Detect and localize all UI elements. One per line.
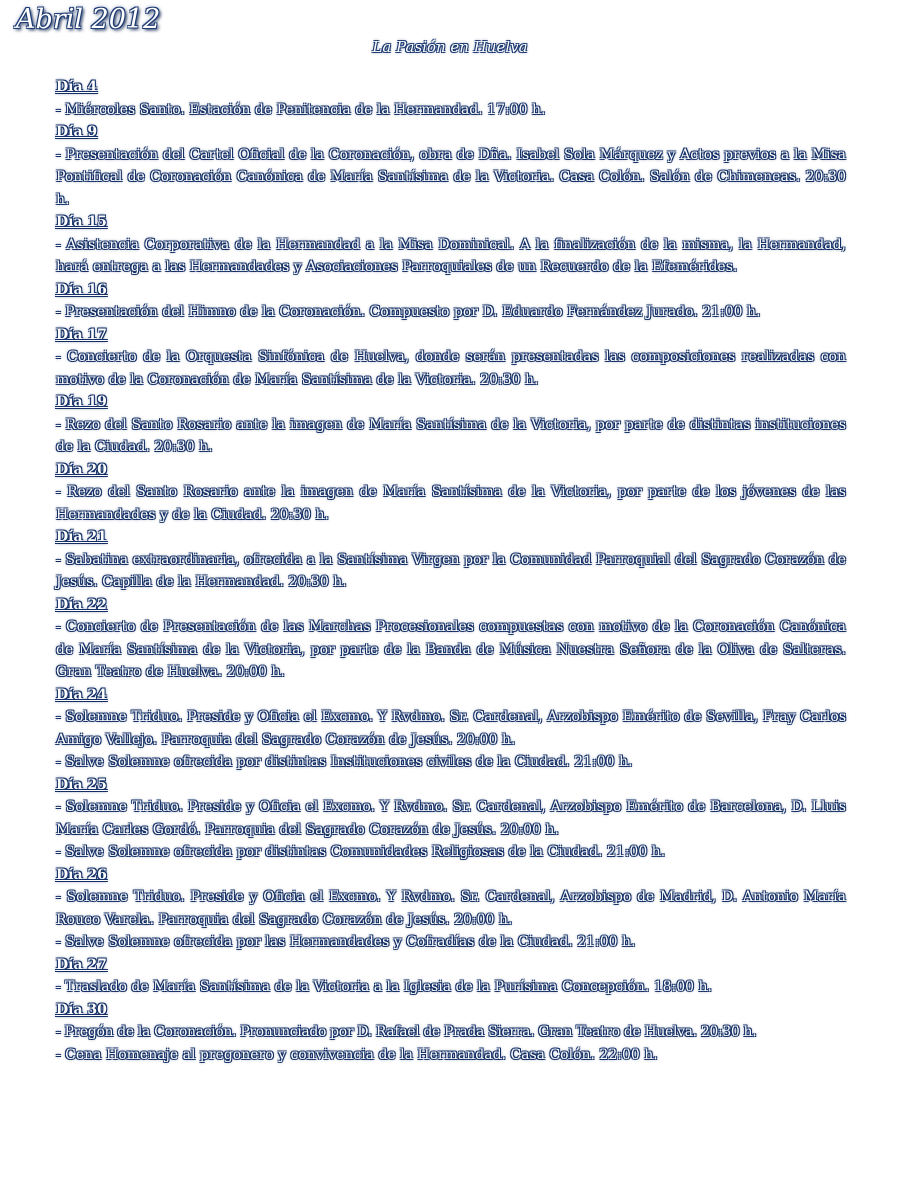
page-title: Abril 2012 <box>16 4 161 35</box>
agenda-entry <box>56 864 846 954</box>
day-heading: Día 27 <box>56 956 107 973</box>
day-heading: Día 24 <box>56 686 107 703</box>
day-heading: Día 25 <box>56 776 107 793</box>
event-line: - Salve Solemne ofrecida por distintas Comunidades Religiosas de la Ciudad. 21:00 h. <box>56 844 666 860</box>
agenda-entry <box>56 391 846 459</box>
day-heading: Día 17 <box>56 326 107 343</box>
event-line: - Asistencia Corporativa de la Hermandad a la Misa Dominical. A la finalización de la misma, la Hermandad, hará entrega a las Hermandades y Asociaciones Parroquiales de un Recuerdo de la Efemérides. <box>56 236 846 275</box>
event-line: - Solemne Triduo. Preside y Oficia el Excmo. Y Rvdmo. Sr. Cardenal, Arzobispo Emérito de Barcelona, D. Lluis María Carles Gordó. Parroquia del Sagrado Corazón de Jesús. 20:00 h. <box>56 799 846 838</box>
event-line: - Presentación del Cartel Oficial de la Coronación, obra de Dña. Isabel Sola Márquez y Actos previos a la Misa Pontifical de Coronación Canónica de María Santísima de la Victoria. Casa Colón. Salón de Chimeneas. 20:30 h. <box>56 146 846 208</box>
event-line: - Salve Solemne ofrecida por distintas Instituciones civiles de la Ciudad. 21:00 h. <box>56 754 633 770</box>
event-line: - Presentación del Himno de la Coronación. Compuesto por D. Eduardo Fernández Jurado. 21:00 h. <box>56 304 761 320</box>
agenda-entry <box>56 954 846 999</box>
agenda-entry <box>56 594 846 684</box>
event-line: - Rezo del Santo Rosario ante la imagen de María Santísima de la Victoria, por parte de los jóvenes de las Hermandades y de la Ciudad. 20:30 h. <box>56 484 846 523</box>
agenda-entry <box>56 279 846 324</box>
day-heading: Día 15 <box>56 214 107 230</box>
event-line: - Salve Solemne ofrecida por las Hermandades y Cofradías de la Ciudad. 21:00 h. <box>56 934 636 950</box>
event-line: - Sabatina extraordinaria, ofrecida a la Santísima Virgen por la Comunidad Parroquial del Sagrado Corazón de Jesús. Capilla de la Hermandad. 20:30 h. <box>56 551 846 590</box>
day-heading: Día 20 <box>56 461 107 478</box>
day-heading: Día 26 <box>56 866 107 883</box>
agenda-entry <box>56 526 846 594</box>
agenda-entry <box>56 211 846 279</box>
event-line: - Solemne Triduo. Preside y Oficia el Excmo. Y Rvdmo. Sr. Cardenal, Arzobispo de Madrid, D. Antonio María Rouco Varela. Parroquia del Sagrado Corazón de Jesús. 20:00 h. <box>56 889 846 928</box>
agenda-list <box>56 76 846 1066</box>
agenda-entry <box>56 121 846 211</box>
agenda-entry <box>56 324 846 392</box>
agenda-entry <box>56 999 846 1067</box>
day-heading: Día 19 <box>56 394 107 410</box>
event-line: - Cena Homenaje al pregonero y convivencia de la Hermandad. Casa Colón. 22:00 h. <box>56 1046 658 1063</box>
event-line: - Solemne Triduo. Preside y Oficia el Excmo. Y Rvdmo. Sr. Cardenal, Arzobispo Emérito de Sevilla, Fray Carlos Amigo Vallejo. Parroquia del Sagrado Corazón de Jesús. 20:00 h. <box>56 709 846 748</box>
day-heading: Día 9 <box>56 124 98 140</box>
event-line: - Traslado de María Santísima de la Victoria a la Iglesia de la Purísima Concepción. 18:00 h. <box>56 979 712 995</box>
page-subtitle: La Pasión en Huelva <box>372 38 528 56</box>
event-line: - Concierto de Presentación de las Marchas Procesionales compuestas con motivo de la Coronación Canónica de María Santísima de la Victoria, por parte de la Banda de Música Nuestra Señora de la Oliva de Salteras. Gran Teatro de Huelva. 20:00 h. <box>56 619 846 680</box>
agenda-entry <box>56 76 846 121</box>
event-line: - Miércoles Santo. Estación de Penitencia de la Hermandad. 17:00 h. <box>56 101 546 118</box>
agenda-entry <box>56 684 846 774</box>
day-heading: Día 16 <box>56 281 107 298</box>
day-heading: Día 4 <box>56 79 98 95</box>
day-heading: Día 22 <box>56 596 107 613</box>
day-heading: Día 30 <box>56 1001 107 1018</box>
event-line: - Concierto de la Orquesta Sinfónica de Huelva, donde serán presentadas las composiciones realizadas con motivo de la Coronación de María Santísima de la Victoria. 20:30 h. <box>56 349 846 388</box>
agenda-entry <box>56 459 846 527</box>
event-line: - Pregón de la Coronación. Pronunciado por D. Rafael de Prada Sierra. Gran Teatro de Huelva. 20:30 h. <box>56 1024 757 1040</box>
event-line: - Rezo del Santo Rosario ante la imagen de María Santísima de la Victoria, por parte de distintas instituciones de la Ciudad. 20:30 h. <box>56 416 846 455</box>
agenda-entry <box>56 774 846 864</box>
day-heading: Día 21 <box>56 529 107 545</box>
